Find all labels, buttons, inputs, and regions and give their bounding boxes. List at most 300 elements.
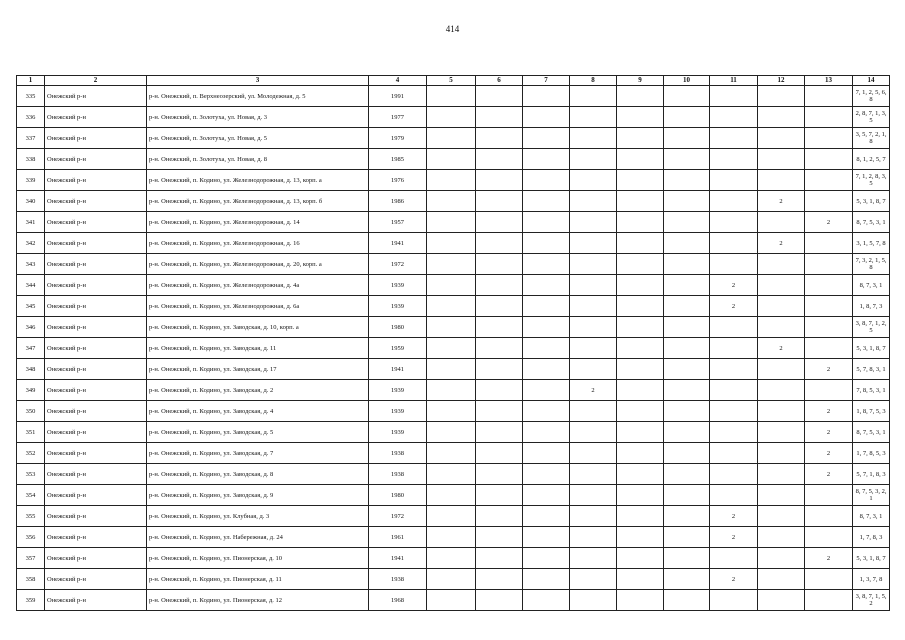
col-13-cell: 2 xyxy=(805,212,853,233)
col-11-cell xyxy=(710,191,758,212)
col-7-cell xyxy=(523,443,570,464)
col-6-cell xyxy=(476,275,523,296)
table-header xyxy=(17,76,890,86)
col-11-cell xyxy=(710,86,758,107)
year-cell: 1980 xyxy=(369,317,427,338)
table-row xyxy=(17,275,890,296)
col-13-cell xyxy=(805,506,853,527)
col-6-cell xyxy=(476,191,523,212)
col-5-cell xyxy=(427,401,476,422)
priority-list-cell: 3, 8, 7, 1, 2, 5 xyxy=(853,317,890,338)
col-7-cell xyxy=(523,485,570,506)
col-9-cell xyxy=(617,590,664,611)
year-cell: 1957 xyxy=(369,212,427,233)
column-header: 5 xyxy=(427,76,476,86)
col-9-cell xyxy=(617,317,664,338)
col-11-cell xyxy=(710,401,758,422)
col-12-cell: 2 xyxy=(758,191,805,212)
column-header: 12 xyxy=(758,76,805,86)
address-cell: р-н. Онежский, п. Кодино, ул. Заводская, д. 9 xyxy=(147,485,369,506)
col-9-cell xyxy=(617,107,664,128)
col-12-cell xyxy=(758,212,805,233)
col-13-cell: 2 xyxy=(805,422,853,443)
col-9-cell xyxy=(617,338,664,359)
col-7-cell xyxy=(523,212,570,233)
col-11-cell xyxy=(710,212,758,233)
data-table xyxy=(16,75,890,611)
column-header: 14 xyxy=(853,76,890,86)
col-11-cell xyxy=(710,254,758,275)
col-13-cell xyxy=(805,149,853,170)
col-9-cell xyxy=(617,359,664,380)
col-8-cell xyxy=(570,254,617,275)
col-13-cell: 2 xyxy=(805,548,853,569)
col-9-cell xyxy=(617,149,664,170)
col-9-cell xyxy=(617,380,664,401)
row-number-cell: 358 xyxy=(17,569,45,590)
col-7-cell xyxy=(523,275,570,296)
col-5-cell xyxy=(427,86,476,107)
col-10-cell xyxy=(664,527,710,548)
col-5-cell xyxy=(427,569,476,590)
col-6-cell xyxy=(476,317,523,338)
col-8-cell xyxy=(570,401,617,422)
table-row xyxy=(17,464,890,485)
district-cell: Онежский р-н xyxy=(45,443,147,464)
district-cell: Онежский р-н xyxy=(45,170,147,191)
col-10-cell xyxy=(664,338,710,359)
col-7-cell xyxy=(523,191,570,212)
district-cell: Онежский р-н xyxy=(45,212,147,233)
col-12-cell xyxy=(758,527,805,548)
year-cell: 1938 xyxy=(369,569,427,590)
col-12-cell xyxy=(758,149,805,170)
col-7-cell xyxy=(523,128,570,149)
priority-list-cell: 8, 7, 5, 3, 1 xyxy=(853,422,890,443)
address-cell: р-н. Онежский, п. Кодино, ул. Заводская, д. 5 xyxy=(147,422,369,443)
col-7-cell xyxy=(523,401,570,422)
district-cell: Онежский р-н xyxy=(45,149,147,170)
priority-list-cell: 8, 7, 5, 3, 1 xyxy=(853,212,890,233)
col-8-cell xyxy=(570,275,617,296)
year-cell: 1939 xyxy=(369,422,427,443)
col-11-cell: 2 xyxy=(710,569,758,590)
col-8-cell: 2 xyxy=(570,380,617,401)
table-row xyxy=(17,359,890,380)
col-13-cell: 2 xyxy=(805,359,853,380)
district-cell: Онежский р-н xyxy=(45,485,147,506)
district-cell: Онежский р-н xyxy=(45,191,147,212)
row-number-cell: 341 xyxy=(17,212,45,233)
col-13-cell xyxy=(805,569,853,590)
priority-list-cell: 3, 5, 7, 2, 1, 8 xyxy=(853,128,890,149)
table-row xyxy=(17,233,890,254)
table-row xyxy=(17,422,890,443)
header-row xyxy=(17,76,890,86)
col-11-cell: 2 xyxy=(710,527,758,548)
col-9-cell xyxy=(617,464,664,485)
col-13-cell xyxy=(805,233,853,254)
col-5-cell xyxy=(427,506,476,527)
col-11-cell xyxy=(710,233,758,254)
district-cell: Онежский р-н xyxy=(45,590,147,611)
col-12-cell xyxy=(758,380,805,401)
col-11-cell xyxy=(710,317,758,338)
column-header: 4 xyxy=(369,76,427,86)
col-9-cell xyxy=(617,485,664,506)
year-cell: 1972 xyxy=(369,506,427,527)
row-number-cell: 344 xyxy=(17,275,45,296)
col-6-cell xyxy=(476,443,523,464)
district-cell: Онежский р-н xyxy=(45,527,147,548)
col-6-cell xyxy=(476,212,523,233)
col-6-cell xyxy=(476,380,523,401)
col-6-cell xyxy=(476,464,523,485)
address-cell: р-н. Онежский, п. Кодино, ул. Пионерская, д. 11 xyxy=(147,569,369,590)
col-8-cell xyxy=(570,170,617,191)
col-13-cell xyxy=(805,296,853,317)
col-5-cell xyxy=(427,107,476,128)
year-cell: 1986 xyxy=(369,191,427,212)
col-10-cell xyxy=(664,506,710,527)
year-cell: 1939 xyxy=(369,401,427,422)
col-9-cell xyxy=(617,422,664,443)
row-number-cell: 339 xyxy=(17,170,45,191)
table-row xyxy=(17,569,890,590)
col-12-cell xyxy=(758,296,805,317)
table-row xyxy=(17,338,890,359)
col-12-cell xyxy=(758,464,805,485)
col-8-cell xyxy=(570,464,617,485)
col-8-cell xyxy=(570,212,617,233)
col-6-cell xyxy=(476,254,523,275)
row-number-cell: 337 xyxy=(17,128,45,149)
year-cell: 1980 xyxy=(369,485,427,506)
col-13-cell xyxy=(805,254,853,275)
column-header: 13 xyxy=(805,76,853,86)
col-10-cell xyxy=(664,401,710,422)
col-10-cell xyxy=(664,359,710,380)
col-7-cell xyxy=(523,254,570,275)
column-header: 2 xyxy=(45,76,147,86)
col-13-cell xyxy=(805,485,853,506)
col-6-cell xyxy=(476,548,523,569)
row-number-cell: 342 xyxy=(17,233,45,254)
district-cell: Онежский р-н xyxy=(45,401,147,422)
year-cell: 1939 xyxy=(369,380,427,401)
address-cell: р-н. Онежский, п. Кодино, ул. Железнодорожная, д. 16 xyxy=(147,233,369,254)
col-5-cell xyxy=(427,590,476,611)
col-6-cell xyxy=(476,506,523,527)
row-number-cell: 350 xyxy=(17,401,45,422)
year-cell: 1939 xyxy=(369,275,427,296)
col-5-cell xyxy=(427,422,476,443)
table-row xyxy=(17,506,890,527)
address-cell: р-н. Онежский, п. Кодино, ул. Железнодорожная, д. 4а xyxy=(147,275,369,296)
address-cell: р-н. Онежский, п. Золотуха, ул. Новая, д. 8 xyxy=(147,149,369,170)
col-6-cell xyxy=(476,170,523,191)
priority-list-cell: 5, 3, 1, 8, 7 xyxy=(853,338,890,359)
priority-list-cell: 1, 7, 8, 3 xyxy=(853,527,890,548)
row-number-cell: 357 xyxy=(17,548,45,569)
col-8-cell xyxy=(570,485,617,506)
row-number-cell: 355 xyxy=(17,506,45,527)
column-header: 1 xyxy=(17,76,45,86)
col-6-cell xyxy=(476,128,523,149)
col-7-cell xyxy=(523,380,570,401)
col-10-cell xyxy=(664,128,710,149)
col-8-cell xyxy=(570,107,617,128)
col-10-cell xyxy=(664,254,710,275)
address-cell: р-н. Онежский, п. Кодино, ул. Заводская, д. 4 xyxy=(147,401,369,422)
col-13-cell xyxy=(805,338,853,359)
col-5-cell xyxy=(427,338,476,359)
district-cell: Онежский р-н xyxy=(45,107,147,128)
col-12-cell xyxy=(758,128,805,149)
col-8-cell xyxy=(570,296,617,317)
column-header: 10 xyxy=(664,76,710,86)
col-13-cell xyxy=(805,590,853,611)
col-10-cell xyxy=(664,233,710,254)
priority-list-cell: 5, 7, 1, 8, 3 xyxy=(853,464,890,485)
col-12-cell xyxy=(758,401,805,422)
col-11-cell xyxy=(710,380,758,401)
table-row xyxy=(17,86,890,107)
col-5-cell xyxy=(427,275,476,296)
col-9-cell xyxy=(617,569,664,590)
col-9-cell xyxy=(617,212,664,233)
col-12-cell xyxy=(758,275,805,296)
row-number-cell: 352 xyxy=(17,443,45,464)
priority-list-cell: 1, 8, 7, 5, 3 xyxy=(853,401,890,422)
col-9-cell xyxy=(617,275,664,296)
row-number-cell: 351 xyxy=(17,422,45,443)
col-9-cell xyxy=(617,233,664,254)
address-cell: р-н. Онежский, п. Кодино, ул. Клубная, д. 3 xyxy=(147,506,369,527)
address-cell: р-н. Онежский, п. Кодино, ул. Заводская, д. 10, корп. а xyxy=(147,317,369,338)
col-5-cell xyxy=(427,380,476,401)
row-number-cell: 347 xyxy=(17,338,45,359)
row-number-cell: 359 xyxy=(17,590,45,611)
col-8-cell xyxy=(570,527,617,548)
col-8-cell xyxy=(570,422,617,443)
col-5-cell xyxy=(427,128,476,149)
priority-list-cell: 7, 3, 2, 1, 5, 8 xyxy=(853,254,890,275)
col-7-cell xyxy=(523,107,570,128)
col-8-cell xyxy=(570,569,617,590)
col-6-cell xyxy=(476,359,523,380)
year-cell: 1991 xyxy=(369,86,427,107)
priority-list-cell: 7, 8, 5, 3, 1 xyxy=(853,380,890,401)
col-13-cell xyxy=(805,128,853,149)
col-6-cell xyxy=(476,527,523,548)
priority-list-cell: 7, 1, 2, 5, 6, 8 xyxy=(853,86,890,107)
col-11-cell: 2 xyxy=(710,296,758,317)
table-row xyxy=(17,527,890,548)
col-8-cell xyxy=(570,233,617,254)
year-cell: 1941 xyxy=(369,359,427,380)
row-number-cell: 340 xyxy=(17,191,45,212)
col-6-cell xyxy=(476,296,523,317)
priority-list-cell: 3, 1, 5, 7, 8 xyxy=(853,233,890,254)
col-9-cell xyxy=(617,254,664,275)
district-cell: Онежский р-н xyxy=(45,464,147,485)
col-7-cell xyxy=(523,170,570,191)
district-cell: Онежский р-н xyxy=(45,86,147,107)
col-10-cell xyxy=(664,548,710,569)
col-5-cell xyxy=(427,212,476,233)
address-cell: р-н. Онежский, п. Кодино, ул. Железнодорожная, д. 14 xyxy=(147,212,369,233)
col-13-cell: 2 xyxy=(805,401,853,422)
col-11-cell: 2 xyxy=(710,275,758,296)
address-cell: р-н. Онежский, п. Кодино, ул. Железнодорожная, д. 13, корп. б xyxy=(147,191,369,212)
table-row xyxy=(17,590,890,611)
col-12-cell xyxy=(758,422,805,443)
table-row xyxy=(17,380,890,401)
column-header: 9 xyxy=(617,76,664,86)
col-5-cell xyxy=(427,191,476,212)
col-7-cell xyxy=(523,506,570,527)
year-cell: 1968 xyxy=(369,590,427,611)
col-11-cell xyxy=(710,128,758,149)
row-number-cell: 345 xyxy=(17,296,45,317)
col-10-cell xyxy=(664,275,710,296)
col-13-cell xyxy=(805,527,853,548)
col-12-cell xyxy=(758,548,805,569)
address-cell: р-н. Онежский, п. Кодино, ул. Железнодорожная, д. 6а xyxy=(147,296,369,317)
table-row xyxy=(17,149,890,170)
col-13-cell xyxy=(805,317,853,338)
col-9-cell xyxy=(617,506,664,527)
col-5-cell xyxy=(427,317,476,338)
col-6-cell xyxy=(476,569,523,590)
table-row xyxy=(17,443,890,464)
col-12-cell xyxy=(758,485,805,506)
col-9-cell xyxy=(617,527,664,548)
table-row xyxy=(17,107,890,128)
priority-list-cell: 1, 3, 7, 8 xyxy=(853,569,890,590)
year-cell: 1976 xyxy=(369,170,427,191)
col-5-cell xyxy=(427,443,476,464)
priority-list-cell: 8, 1, 2, 5, 7 xyxy=(853,149,890,170)
row-number-cell: 336 xyxy=(17,107,45,128)
year-cell: 1959 xyxy=(369,338,427,359)
col-9-cell xyxy=(617,296,664,317)
column-header: 7 xyxy=(523,76,570,86)
col-13-cell: 2 xyxy=(805,443,853,464)
col-12-cell: 2 xyxy=(758,338,805,359)
address-cell: р-н. Онежский, п. Верхнеозерский, ул. Молодежная, д. 5 xyxy=(147,86,369,107)
district-cell: Онежский р-н xyxy=(45,275,147,296)
col-11-cell xyxy=(710,464,758,485)
col-7-cell xyxy=(523,548,570,569)
col-13-cell xyxy=(805,380,853,401)
address-cell: р-н. Онежский, п. Кодино, ул. Заводская, д. 7 xyxy=(147,443,369,464)
col-11-cell xyxy=(710,443,758,464)
col-7-cell xyxy=(523,464,570,485)
year-cell: 1979 xyxy=(369,128,427,149)
col-10-cell xyxy=(664,443,710,464)
col-6-cell xyxy=(476,338,523,359)
col-9-cell xyxy=(617,548,664,569)
col-12-cell xyxy=(758,254,805,275)
col-12-cell: 2 xyxy=(758,233,805,254)
col-5-cell xyxy=(427,485,476,506)
col-7-cell xyxy=(523,422,570,443)
table-row xyxy=(17,317,890,338)
col-12-cell xyxy=(758,317,805,338)
col-9-cell xyxy=(617,443,664,464)
district-cell: Онежский р-н xyxy=(45,233,147,254)
col-9-cell xyxy=(617,191,664,212)
col-10-cell xyxy=(664,569,710,590)
col-8-cell xyxy=(570,128,617,149)
col-8-cell xyxy=(570,443,617,464)
priority-list-cell: 5, 3, 1, 8, 7 xyxy=(853,191,890,212)
col-10-cell xyxy=(664,464,710,485)
year-cell: 1985 xyxy=(369,149,427,170)
col-5-cell xyxy=(427,296,476,317)
priority-list-cell: 2, 8, 7, 1, 3, 5 xyxy=(853,107,890,128)
table-body xyxy=(17,86,890,611)
district-cell: Онежский р-н xyxy=(45,506,147,527)
col-7-cell xyxy=(523,527,570,548)
col-5-cell xyxy=(427,170,476,191)
table-row xyxy=(17,254,890,275)
priority-list-cell: 7, 1, 2, 8, 3, 5 xyxy=(853,170,890,191)
col-10-cell xyxy=(664,590,710,611)
address-cell: р-н. Онежский, п. Кодино, ул. Набережная, д. 24 xyxy=(147,527,369,548)
table-row xyxy=(17,212,890,233)
priority-list-cell: 8, 7, 3, 1 xyxy=(853,506,890,527)
row-number-cell: 353 xyxy=(17,464,45,485)
address-cell: р-н. Онежский, п. Кодино, ул. Заводская, д. 2 xyxy=(147,380,369,401)
row-number-cell: 338 xyxy=(17,149,45,170)
column-header: 11 xyxy=(710,76,758,86)
address-cell: р-н. Онежский, п. Кодино, ул. Пионерская, д. 12 xyxy=(147,590,369,611)
priority-list-cell: 5, 7, 8, 3, 1 xyxy=(853,359,890,380)
col-10-cell xyxy=(664,107,710,128)
year-cell: 1938 xyxy=(369,464,427,485)
col-12-cell xyxy=(758,569,805,590)
table-row xyxy=(17,296,890,317)
col-11-cell: 2 xyxy=(710,506,758,527)
priority-list-cell: 3, 8, 7, 1, 5, 2 xyxy=(853,590,890,611)
year-cell: 1938 xyxy=(369,443,427,464)
col-10-cell xyxy=(664,191,710,212)
district-cell: Онежский р-н xyxy=(45,380,147,401)
col-8-cell xyxy=(570,338,617,359)
district-cell: Онежский р-н xyxy=(45,422,147,443)
table-row xyxy=(17,548,890,569)
col-8-cell xyxy=(570,548,617,569)
col-5-cell xyxy=(427,254,476,275)
col-5-cell xyxy=(427,464,476,485)
year-cell: 1939 xyxy=(369,296,427,317)
col-5-cell xyxy=(427,548,476,569)
col-6-cell xyxy=(476,422,523,443)
col-13-cell xyxy=(805,86,853,107)
col-12-cell xyxy=(758,506,805,527)
col-6-cell xyxy=(476,233,523,254)
column-header: 3 xyxy=(147,76,369,86)
col-12-cell xyxy=(758,359,805,380)
col-11-cell xyxy=(710,107,758,128)
row-number-cell: 354 xyxy=(17,485,45,506)
district-cell: Онежский р-н xyxy=(45,569,147,590)
col-7-cell xyxy=(523,149,570,170)
col-6-cell xyxy=(476,485,523,506)
